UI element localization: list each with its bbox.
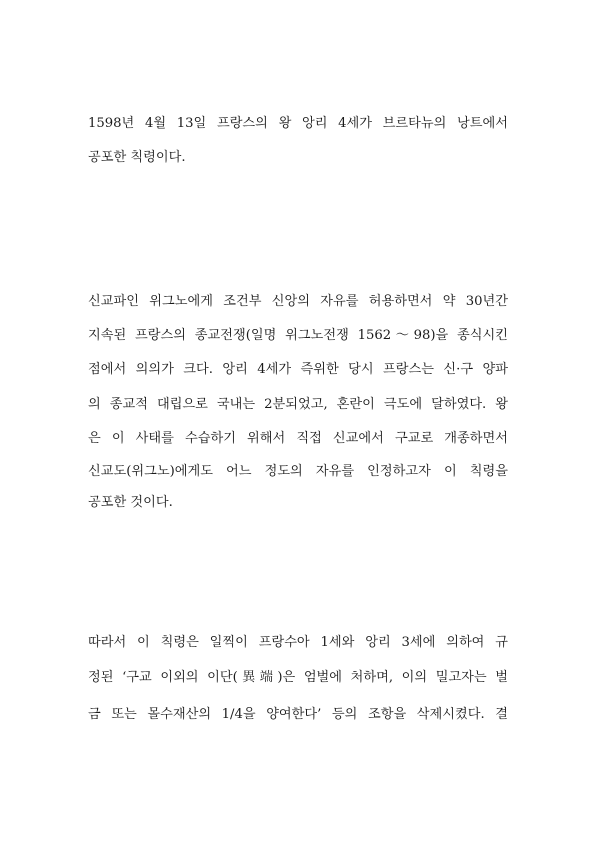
paragraph-2-line-5: 은 이 사태를 수습하기 위해서 직접 신교에서 구교로 개종하면서 [88, 431, 508, 446]
paragraph-2-line-4: 의 종교적 대립으로 국내는 2분되었고, 혼란이 극도에 달하였다. 왕 [88, 397, 508, 412]
paragraph-3-line-3: 금 또는 몰수재산의 1/4을 양여한다’ 등의 조항을 삭제시켰다. 결 [88, 707, 508, 722]
paragraph-2-line-7: 공포한 것이다. [88, 495, 173, 510]
paragraph-3-line-2: 정된 ‘구교 이외의 이단(異端)은 엄벌에 처하며, 이의 밀고자는 벌 [88, 670, 508, 685]
paragraph-2-line-1: 신교파인 위그노에게 조건부 신앙의 자유를 허용하면서 약 30년간 [88, 294, 508, 309]
paragraph-2-line-2: 지속된 프랑스의 종교전쟁(일명 위그노전쟁 1562～98)을 종식시킨 [88, 328, 508, 343]
paragraph-3-line-1: 따라서 이 칙령은 일찍이 프랑수아 1세와 앙리 3세에 의하여 규 [88, 635, 508, 650]
paragraph-1-line-2: 공포한 칙령이다. [88, 150, 186, 165]
paragraph-2-line-3: 점에서 의의가 크다. 앙리 4세가 즉위한 당시 프랑스는 신·구 양파 [88, 362, 508, 377]
paragraph-1-line-1: 1598년 4월 13일 프랑스의 왕 앙리 4세가 브르타뉴의 낭트에서 [88, 116, 508, 131]
paragraph-2-line-6: 신교도(위그노)에게도 어느 정도의 자유를 인정하고자 이 칙령을 [88, 464, 508, 479]
